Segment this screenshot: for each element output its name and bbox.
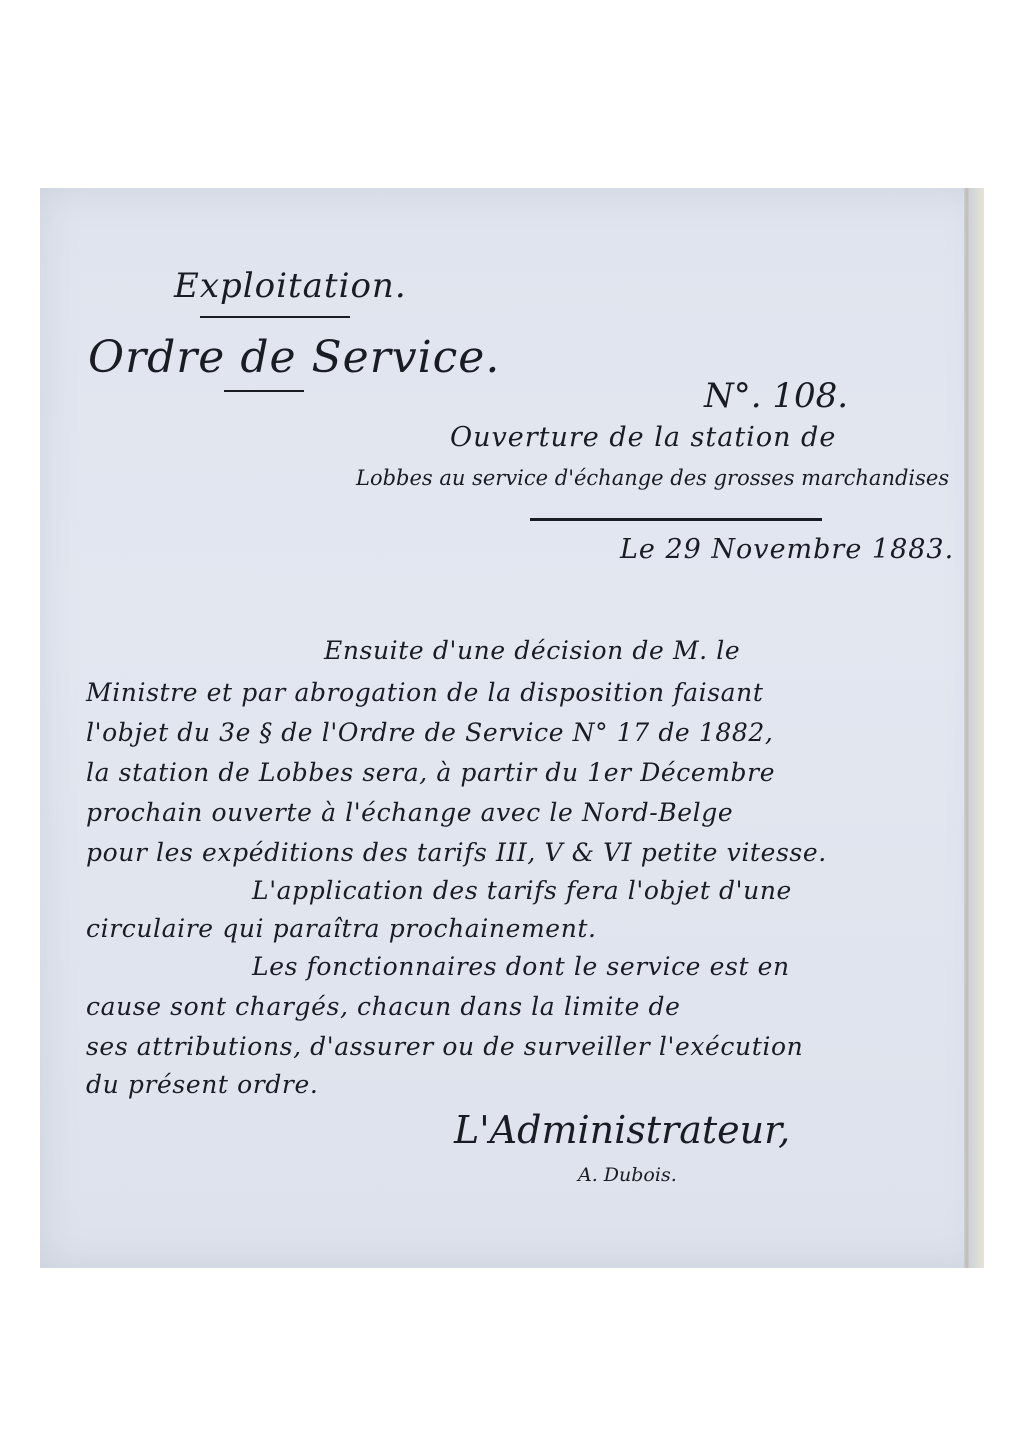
heading-department-underline — [200, 316, 350, 318]
body-line: du présent ordre. — [86, 1070, 319, 1099]
subject-line-1: Ouverture de la station de — [450, 422, 837, 453]
body-line: Les fonctionnaires dont le service est en — [252, 952, 790, 981]
body-line: ses attributions, d'assurer ou de surveiller l'exécution — [86, 1032, 804, 1061]
signature-name: A. Dubois. — [578, 1164, 677, 1186]
body-line: L'application des tarifs fera l'objet d'une — [252, 876, 792, 905]
body-line: Ensuite d'une décision de M. le — [324, 636, 741, 665]
heading-order-type-underline — [224, 390, 304, 392]
order-number: N°. 108. — [704, 376, 849, 416]
signature-title: L'Administrateur, — [454, 1108, 791, 1152]
page-edge — [970, 188, 984, 1268]
body-line: prochain ouverte à l'échange avec le Nord-Belge — [86, 798, 734, 827]
heading-order-type: Ordre de Service. — [88, 332, 501, 383]
heading-department: Exploitation. — [174, 266, 407, 306]
body-line: la station de Lobbes sera, à partir du 1er Décembre — [86, 758, 776, 787]
body-line: l'objet du 3e § de l'Ordre de Service N° 17 de 1882, — [86, 718, 774, 747]
body-line: circulaire qui paraîtra prochainement. — [86, 914, 597, 943]
body-line: cause sont chargés, chacun dans la limite de — [86, 992, 681, 1021]
manuscript-sheet — [40, 188, 984, 1268]
subject-line-2: Lobbes au service d'échange des grosses marchandises — [356, 466, 950, 490]
binding-edge — [964, 188, 970, 1268]
body-line: Ministre et par abrogation de la disposition faisant — [86, 678, 764, 707]
body-line: pour les expéditions des tarifs III, V & VI petite vitesse. — [86, 838, 827, 867]
subject-underline — [530, 518, 822, 521]
document-date: Le 29 Novembre 1883. — [620, 534, 955, 565]
